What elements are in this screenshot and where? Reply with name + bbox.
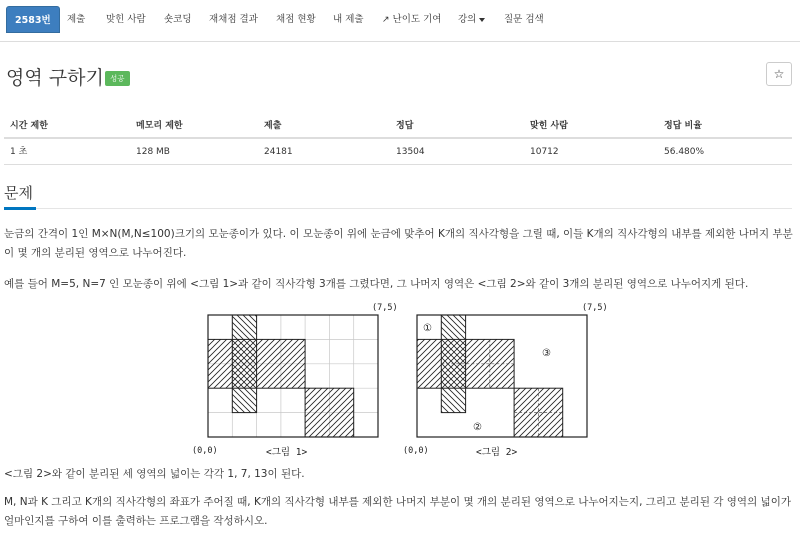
figure-caption: <그림 1> — [266, 447, 308, 458]
header-accept-ratio: 정답 비율 — [664, 121, 702, 131]
table-header-row — [4, 113, 792, 139]
tab-lectures[interactable] — [450, 6, 493, 33]
problem-paragraph: <그림 2>와 같이 분리된 세 영역의 넓이는 각각 1, 7, 13이 된다. — [4, 468, 305, 480]
problem-paragraph: 눈금의 간격이 1인 M×N(M,N≤100)크기의 모눈종이가 있다. 이 모눈종이 위에 눈금에 맞추어 K개의 직사각형을 그릴 때, 이들 K개의 직사각형의 내부를 제외한 나머지 부분이 몇 개의 분리된 영역으로 나누어진다. — [4, 228, 793, 259]
tab-label: 강의 — [458, 14, 477, 25]
tab-question-search[interactable]: 질문 검색 — [504, 14, 544, 25]
figure-2 — [403, 303, 608, 458]
external-link-icon: ↗ — [382, 15, 390, 25]
tab-solved-users[interactable]: 맞힌 사람 — [106, 14, 146, 25]
region-label-2: ② — [473, 422, 482, 433]
header-memory-limit: 메모리 제한 — [136, 121, 183, 131]
caret-down-icon — [479, 18, 485, 22]
section-title: 문제 — [4, 184, 33, 202]
tab-difficulty-contribution[interactable] — [374, 6, 449, 33]
value-accepted: 13504 — [396, 147, 425, 157]
value-time-limit: 1 초 — [10, 147, 28, 157]
table-row — [4, 139, 792, 165]
figure-1 — [192, 303, 398, 458]
tab-submit[interactable]: 제출 — [67, 14, 86, 25]
header-solved-users: 맞힌 사람 — [530, 121, 568, 131]
header-submissions: 제출 — [264, 121, 282, 131]
header-accepted: 정답 — [396, 121, 414, 131]
value-accept-ratio: 56.480% — [664, 147, 705, 157]
value-submissions: 24181 — [264, 147, 293, 157]
tab-my-submissions[interactable]: 내 제출 — [333, 14, 364, 25]
tab-short-coding[interactable]: 숏코딩 — [164, 14, 192, 25]
section-divider — [4, 208, 792, 209]
rectangle-2 — [232, 315, 256, 413]
problem-paragraph: M, N과 K 그리고 K개의 직사각형의 좌표가 주어질 때, K개의 직사각형 내부를 제외한 나머지 부분이 몇 개의 분리된 영역으로 나누어지는지, 그리고 분리된 각 영역의 넓이가 얼마인지를 구하여 이를 출력하는 프로그램을 작성하시오. — [4, 496, 791, 527]
problem-info-table — [4, 113, 792, 165]
page-title: 영역 구하기 — [6, 67, 104, 89]
region-label-3: ③ — [542, 348, 551, 359]
problem-nav — [0, 0, 800, 42]
problem-figure — [190, 298, 610, 460]
tab-rejudge-results[interactable]: 재채점 결과 — [209, 14, 258, 25]
origin-label: (0,0) — [192, 446, 218, 456]
problem-paragraph: 예를 들어 M=5, N=7 인 모눈종이 위에 <그림 1>과 같이 직사각형 3개를 그렸다면, 그 나머지 영역은 <그림 2>와 같이 3개의 분리된 영역으로 나누어지게 된다. — [4, 278, 749, 290]
favorite-button[interactable] — [766, 62, 792, 86]
header-time-limit: 시간 제한 — [10, 121, 48, 131]
tab-judge-status[interactable]: 채점 현황 — [276, 14, 316, 25]
corner-label: (7,5) — [582, 303, 608, 313]
star-icon: ☆ — [773, 67, 785, 81]
tab-problem-number[interactable]: 2583번 — [6, 6, 60, 33]
value-solved-users: 10712 — [530, 147, 559, 157]
value-memory-limit: 128 MB — [136, 147, 170, 157]
rectangle-3 — [305, 388, 354, 437]
figure-caption: <그림 2> — [476, 447, 518, 458]
corner-label: (7,5) — [372, 303, 398, 313]
status-badge: 성공 — [105, 71, 130, 86]
section-underline — [4, 207, 36, 210]
region-label-1: ① — [423, 323, 432, 334]
tab-label: 난이도 기여 — [392, 14, 442, 25]
origin-label: (0,0) — [403, 446, 429, 456]
